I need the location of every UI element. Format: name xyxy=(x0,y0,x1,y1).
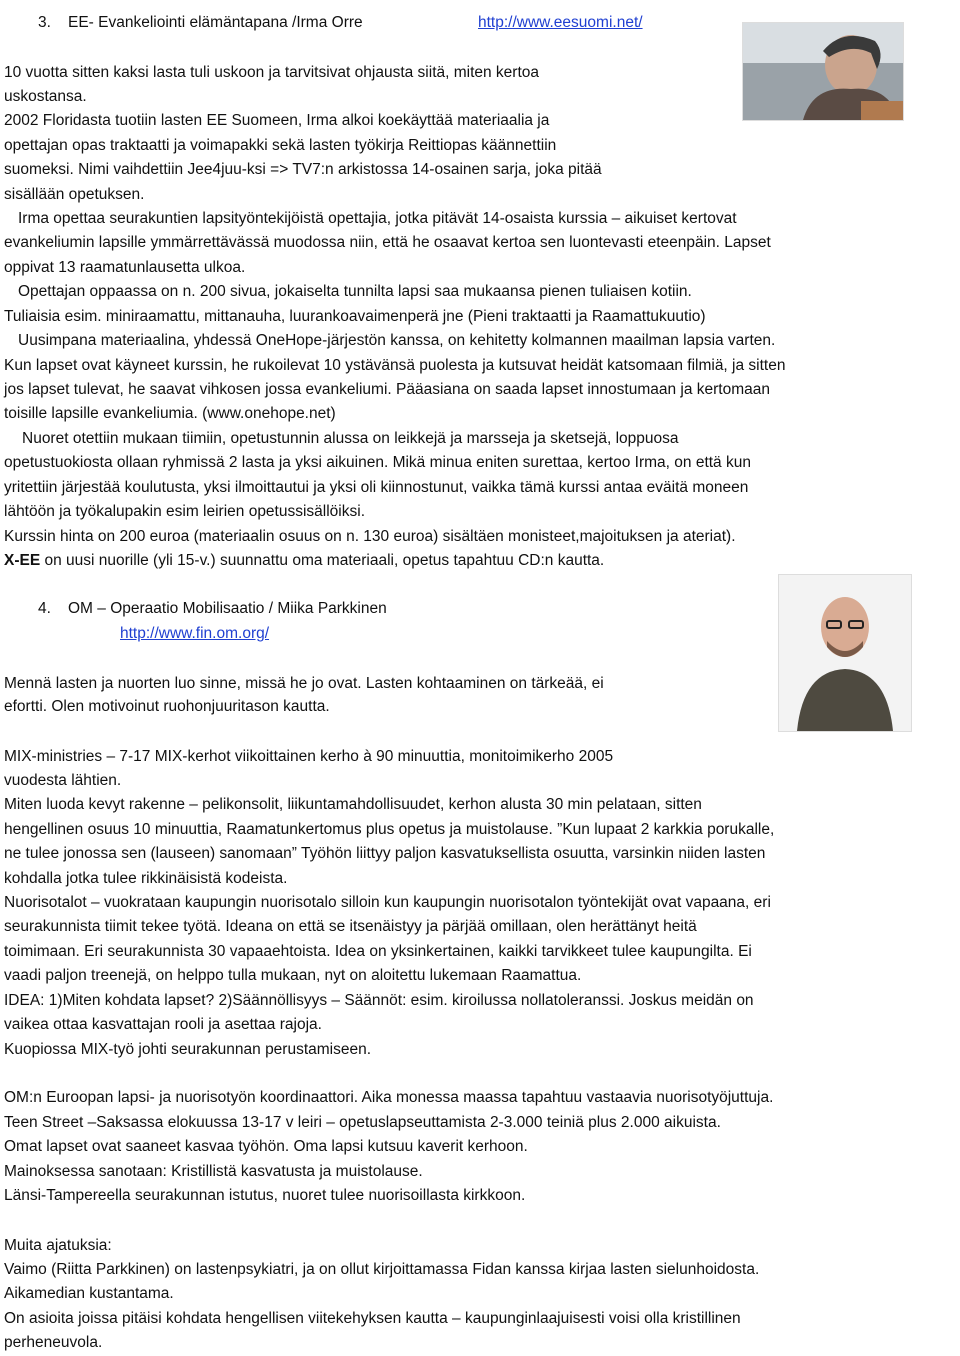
section-4-title: OM – Operaatio Mobilisaatio / Miika Parkkinen xyxy=(68,600,387,617)
s3-line-13: Kun lapset ovat käyneet kurssin, he rukoilevat 10 ystävänsä puolesta ja kutsuvat heidät katsomaan filmiä, ja sitten xyxy=(4,357,786,374)
s4-line-16: OM:n Euroopan lapsi- ja nuorisotyön koordinaattori. Aika monessa maassa tapahtuu vastaavia nuorisotyöjuttuja. xyxy=(4,1089,774,1106)
muita-ajatuksia-heading: Muita ajatuksia: xyxy=(4,1237,112,1254)
s3-line-4: opettajan opas traktaatti ja voimapakki sekä lasten työkirja Reittiopas käännettiin xyxy=(4,137,557,154)
s4-line-25: perheneuvola. xyxy=(4,1334,103,1351)
s3-line-1: 10 vuotta sitten kaksi lasta tuli uskoon ja tarvitsivat ohjausta siitä, miten kertoa xyxy=(4,64,540,81)
om-link[interactable]: http://www.fin.om.org/ xyxy=(120,625,270,642)
s4-line-1: Mennä lasten ja nuorten luo sinne, missä he jo ovat. Lasten kohtaaminen on tärkeää, ei xyxy=(4,675,604,692)
s4-line-12: vaadi paljon treenejä, on helppo tulla mukaan, nyt on aloitettu lukemaan Raamattua. xyxy=(4,967,582,984)
s4-line-6: hengellinen osuus 10 minuuttia, Raamatunkertomus plus opetus ja muistolause. ”Kun lupaat 2 karkkia porukalle, xyxy=(4,821,775,838)
s4-line-7: ne tulee jonossa sen (lauseen) sanomaan” Työhön liittyy paljon kasvatuksellista osuutta, varsinkin niiden lasten xyxy=(4,845,766,862)
s4-line-13: IDEA: 1)Miten kohdata lapset? 2)Säännöllisyys – Säännöt: esim. kiroilussa nollatoleranssi. Joskus meidän on xyxy=(4,992,754,1009)
photo-irma-orre xyxy=(742,22,904,121)
photo-miika-parkkinen xyxy=(778,574,912,732)
s3-line-12: Uusimpana materiaalina, yhdessä OneHope-järjestön kanssa, on kehitetty kolmannen maailman lapsia varten. xyxy=(18,332,776,349)
s4-line-23: Aikamedian kustantama. xyxy=(4,1285,174,1302)
s3-line-15: toisille lapsille evankeliumia. (www.onehope.net) xyxy=(4,405,336,422)
s3-line-19: lähtöön ja työkalupakin esim leirien opetussisällöiksi. xyxy=(4,503,365,520)
s4-line-9: Nuorisotalot – vuokrataan kaupungin nuorisotalo silloin kun kaupungin nuorisotalon työntekijät ovat vapaana, eri xyxy=(4,894,771,911)
s4-line-19: Mainoksessa sanotaan: Kristillistä kasvatusta ja muistolause. xyxy=(4,1163,423,1180)
s3-line-16: Nuoret otettiin mukaan tiimiin, opetustunnin alussa on leikkejä ja marsseja ja sketsejä, loppuosa xyxy=(22,430,679,447)
section-3-number: 3. xyxy=(38,14,51,31)
s4-line-18: Omat lapset ovat saaneet kasvaa työhön. Oma lapsi kutsuu kaverit kerhoon. xyxy=(4,1138,528,1155)
s3-line-17: opetustuokiosta ollaan ryhmissä 2 lasta ja yksi aikuinen. Mikä minua eniten surettaa, kertoo Irma, on että kun xyxy=(4,454,751,471)
s4-line-3: MIX-ministries – 7-17 MIX-kerhot viikoittainen kerho à 90 minuuttia, monitoimikerho 2005 xyxy=(4,748,614,765)
s3-line-10: Opettajan oppaassa on n. 200 sivua, jokaiselta tunnilta lapsi saa mukaansa pienen tuliaisen kotiin. xyxy=(18,283,692,300)
s3-line-3: 2002 Floridasta tuotiin lasten EE Suomeen, Irma alkoi koekäyttää materiaalia ja xyxy=(4,112,550,129)
section-3-title: EE- Evankeliointi elämäntapana /Irma Orre xyxy=(68,14,363,31)
s4-line-24: On asioita joissa pitäisi kohdata hengellisen viitekehyksen kautta – kaupunginlaajuisesti voisi olla kristillinen xyxy=(4,1310,741,1327)
s4-line-2: efortti. Olen motivoinut ruohonjuuritason kautta. xyxy=(4,698,330,715)
s3-line-14: jos lapset tulevat, he saavat vihkosen jossa evankeliumi. Pääasiana on saada lapset innostumaan ja kertomaan xyxy=(4,381,770,398)
section-4-number: 4. xyxy=(38,600,51,617)
s3-line-9: oppivat 13 raamatunlausetta ulkoa. xyxy=(4,259,246,276)
s3-line-8: evankeliumin lapsille ymmärrettävässä muodossa niin, että he osaavat kertoa sen luontevasti eteenpäin. Lapset xyxy=(4,234,771,251)
s3-line-2: uskostansa. xyxy=(4,88,87,105)
xee-line xyxy=(4,549,604,573)
eesuomi-link[interactable]: http://www.eesuomi.net/ xyxy=(478,14,643,31)
s4-line-20: Länsi-Tampereella seurakunnan istutus, nuoret tulee nuorisoillasta kirkkoon. xyxy=(4,1187,526,1204)
s4-line-11: toimimaan. Eri seurakunnista 30 vapaaehtoista. Idea on yksinkertainen, kaikki tarvikkeet tulee kaupungilta. Ei xyxy=(4,943,752,960)
s4-line-8: kohdalla jotka tulee rikkinäisistä kodeista. xyxy=(4,870,288,887)
s4-line-10: seurakunnista tiimit tekee työtä. Ideana on että se itsenäistyy ja pärjää omillaan, olen herättänyt heitä xyxy=(4,918,697,935)
s4-line-5: Miten luoda kevyt rakenne – pelikonsolit, liikuntamahdollisuudet, kerhon alusta 30 min pelataan, sitten xyxy=(4,796,702,813)
s3-line-7: Irma opettaa seurakuntien lapsityöntekijöistä opettajia, jotka pitävät 14-osaista kurssia – aikuiset kertovat xyxy=(18,210,737,227)
xee-bold-label: X-EE xyxy=(4,552,41,569)
s3-line-11: Tuliaisia esim. miniraamattu, mittanauha, luurankoavaimenperä jne (Pieni traktaatti ja Raamattukuutio) xyxy=(4,308,706,325)
s3-line-18: yritettiin järjestää koulutusta, yksi ilmoittautui ja yksi oli kiinnostunut, vaikka tämä kurssi antaa eväitä moneen xyxy=(4,479,749,496)
s3-line-20: Kurssin hinta on 200 euroa (materiaalin osuus on n. 130 euroa) sisältäen monisteet,majoituksen ja ateriat). xyxy=(4,528,736,545)
s4-line-14: vaikea ottaa kasvattajan rooli ja asettaa rajoja. xyxy=(4,1016,322,1033)
s3-line-6: sisällään opetuksen. xyxy=(4,186,145,203)
s3-line-5: suomeksi. Nimi vaihdettiin Jee4juu-ksi => TV7:n arkistossa 14-osainen sarja, joka pitää xyxy=(4,161,602,178)
s4-line-15: Kuopiossa MIX-työ johti seurakunnan perustamiseen. xyxy=(4,1041,372,1058)
s4-line-17: Teen Street –Saksassa elokuussa 13-17 v leiri – opetuslapseuttamista 2-3.000 teiniä plus 2.000 aikuista. xyxy=(4,1114,721,1131)
s4-line-4: vuodesta lähtien. xyxy=(4,772,122,789)
s4-line-22: Vaimo (Riitta Parkkinen) on lastenpsykiatri, ja on ollut kirjoittamassa Fidan kanssa kirjaa lasten sielunhoidosta. xyxy=(4,1261,760,1278)
xee-text: on uusi nuorille (yli 15-v.) suunnattu oma materiaali, opetus tapahtuu CD:n kautta. xyxy=(40,552,605,569)
